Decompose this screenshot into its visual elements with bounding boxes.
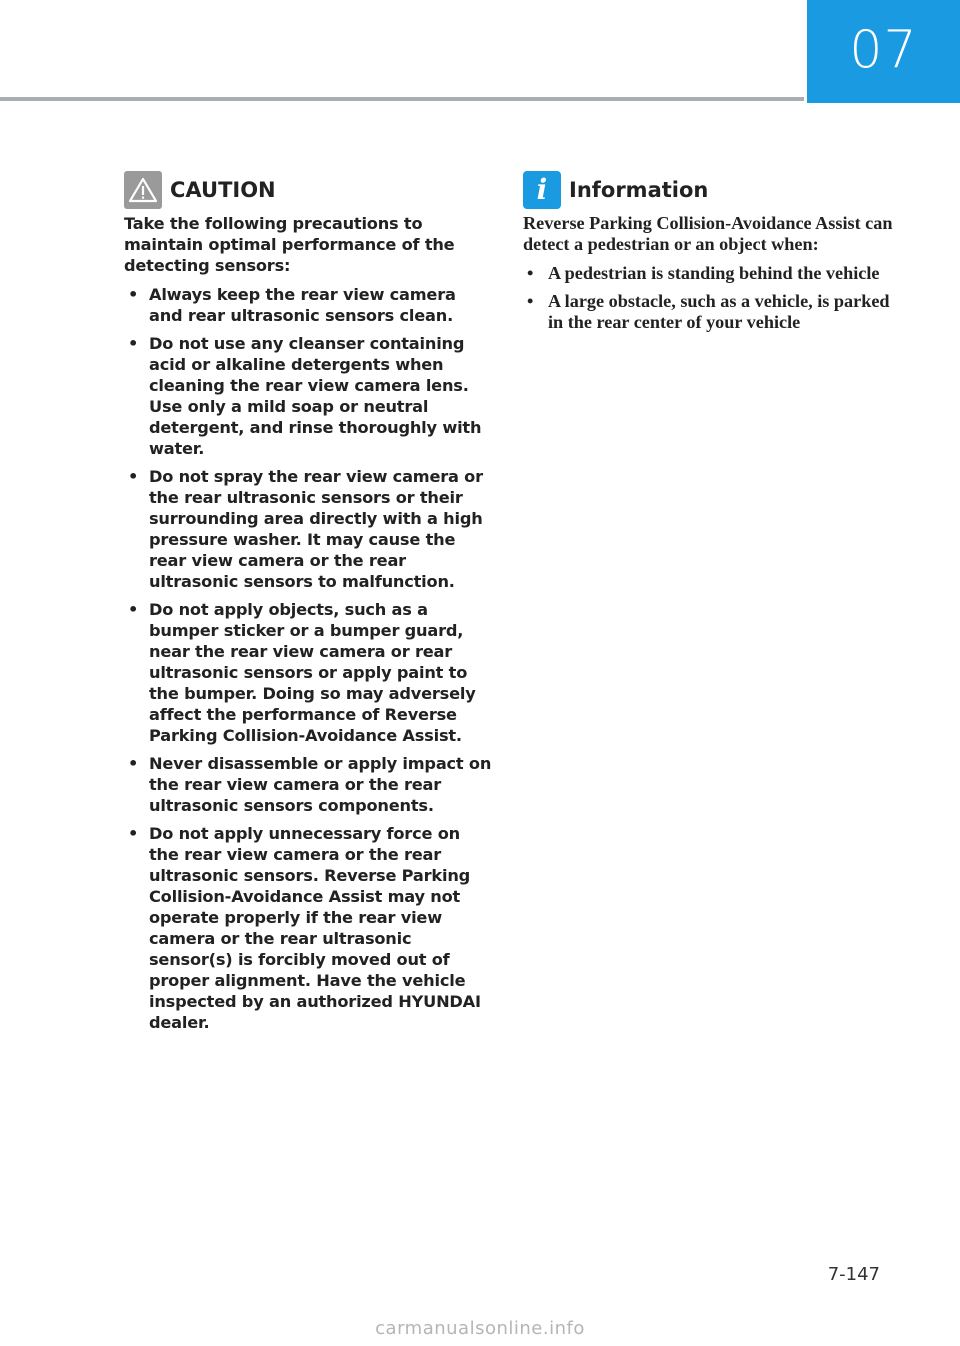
caution-list: [124, 284, 494, 1033]
information-item: • A large obstacle, such as a vehicle, is parked in the rear center of your vehicle: [523, 291, 893, 333]
information-heading: [523, 171, 893, 209]
caution-heading: [124, 171, 494, 209]
caution-item: • Do not use any cleanser containing acid or alkaline detergents when cleaning the rear view camera lens. Use only a mild soap or neutral detergent, and rinse thoroughly with water.: [124, 333, 494, 459]
caution-item: • Do not apply objects, such as a bumper sticker or a bumper guard, near the rear view camera or rear ultrasonic sensors or apply paint to the bumper. Doing so may adversely affect the performance of Reverse Parking Collision-Avoidance Assist.: [124, 599, 494, 746]
caution-section: [124, 171, 494, 1040]
chapter-number: 07: [849, 19, 918, 80]
caution-intro: Take the following precautions to maintain optimal performance of the detecting sensors:: [124, 214, 455, 275]
page-number: 7-147: [827, 1264, 880, 1285]
information-intro: Reverse Parking Collision-Avoidance Assist can detect a pedestrian or an object when:: [523, 213, 893, 254]
caution-title: CAUTION: [170, 178, 276, 202]
warning-icon: [124, 171, 162, 209]
header-rule: [0, 97, 804, 101]
watermark: carmanualsonline.info: [375, 1318, 585, 1339]
caution-item: • Do not apply unnecessary force on the rear view camera or the rear ultrasonic sensors. Reverse Parking Collision-Avoidance Assist may not operate properly if the rear view camera or the rear ultrasonic sensor(s) is forcibly moved out of proper alignment. Have the vehicle inspected by an authorized HYUNDAI dealer.: [124, 823, 494, 1033]
information-item: • A pedestrian is standing behind the vehicle: [523, 263, 893, 284]
chapter-tab: [807, 0, 960, 103]
caution-item: • Never disassemble or apply impact on the rear view camera or the rear ultrasonic sensors components.: [124, 753, 494, 816]
info-icon: i: [523, 171, 561, 209]
caution-item: • Do not spray the rear view camera or the rear ultrasonic sensors or their surrounding area directly with a high pressure washer. It may cause the rear view camera or the rear ultrasonic sensors to malfunction.: [124, 466, 494, 592]
information-title: Information: [569, 178, 709, 202]
information-list: [523, 263, 893, 333]
caution-item: • Always keep the rear view camera and rear ultrasonic sensors clean.: [124, 284, 494, 326]
information-section: [523, 171, 893, 340]
